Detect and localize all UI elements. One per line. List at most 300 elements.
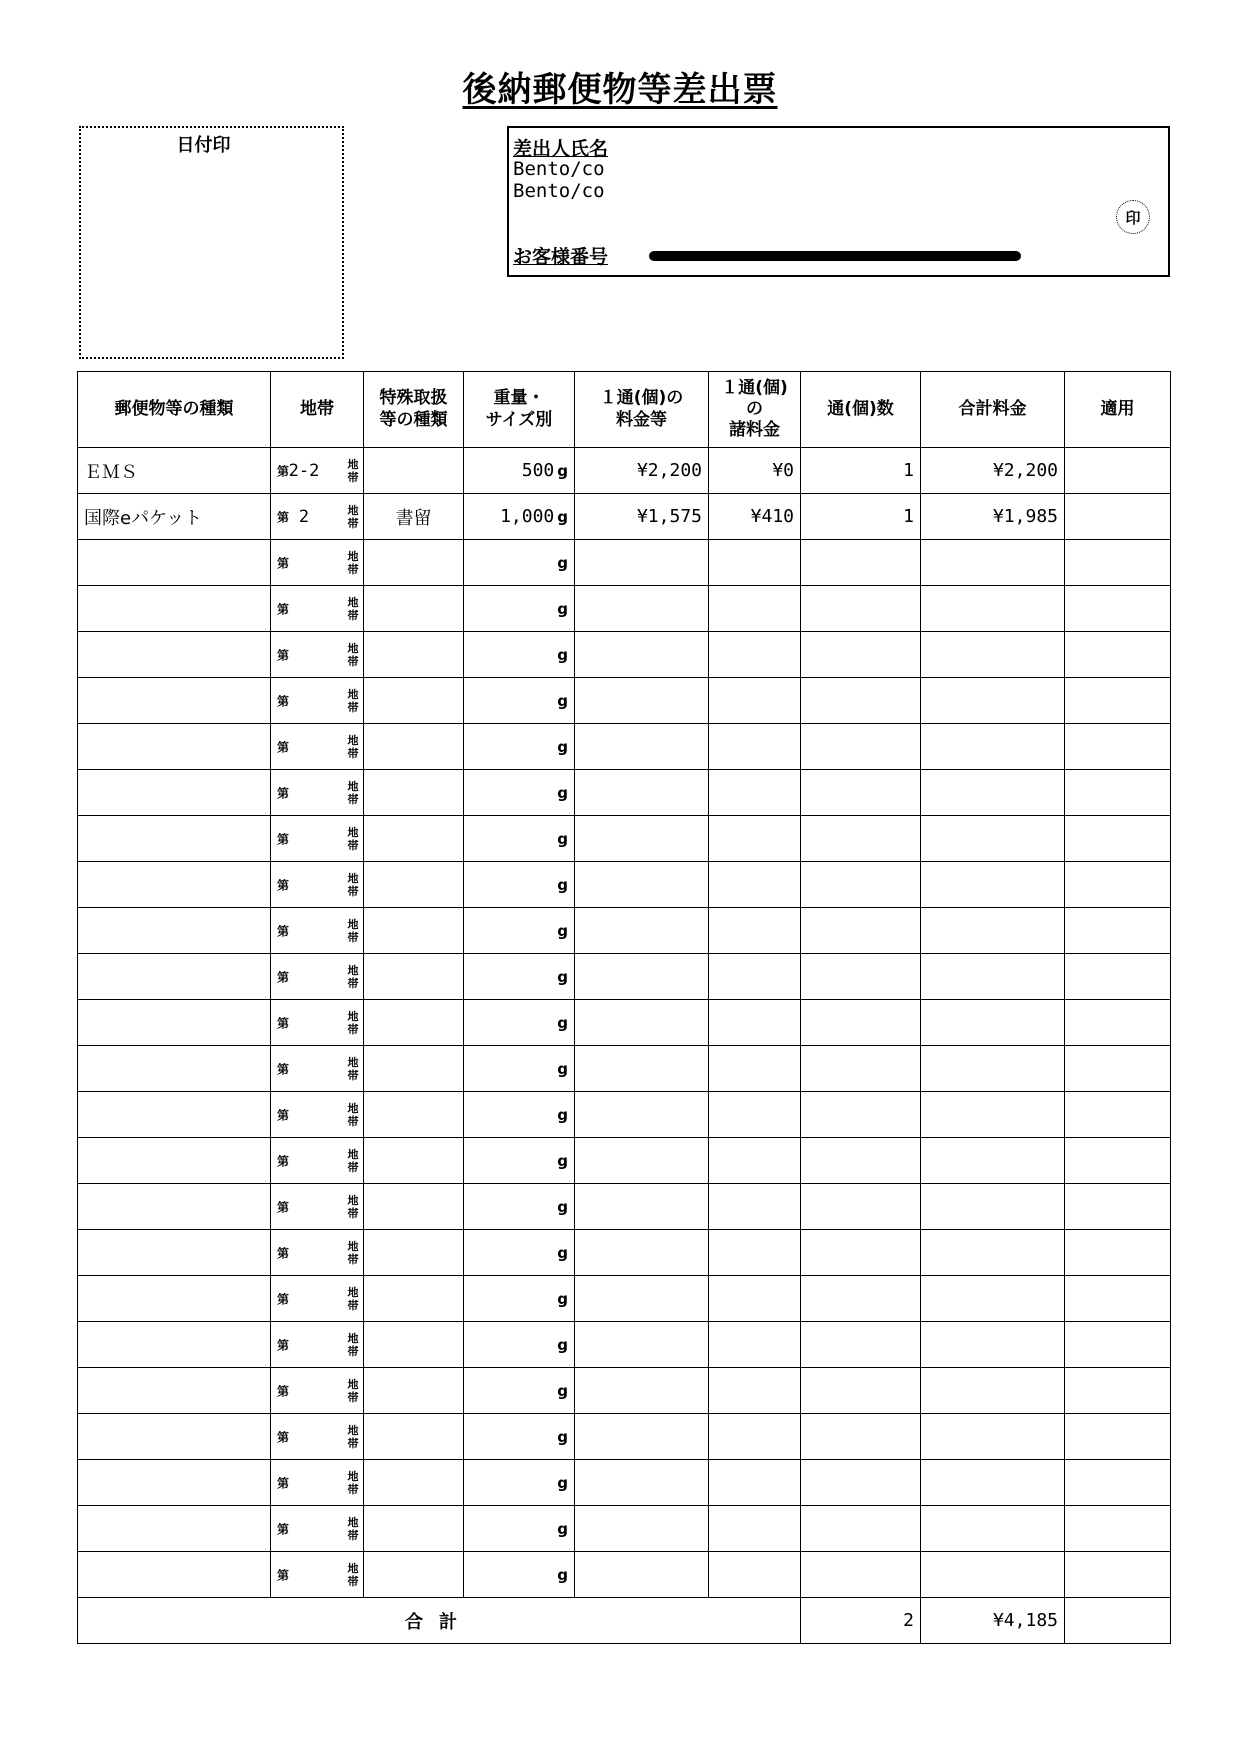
zone-suffix: 地 帯 bbox=[347, 963, 359, 990]
table-row bbox=[78, 1506, 1171, 1552]
zone-prefix: 第 bbox=[277, 556, 290, 570]
zone-prefix: 第 bbox=[277, 1108, 290, 1122]
cell-weight bbox=[464, 816, 575, 862]
zone-prefix: 第 bbox=[277, 694, 290, 708]
cell-count bbox=[801, 954, 921, 1000]
cell-unit-fee bbox=[575, 954, 709, 1000]
sender-name-line1: Bento/co bbox=[513, 158, 605, 180]
cell-misc-fee bbox=[709, 1552, 801, 1598]
zone-suffix: 地 帯 bbox=[347, 1009, 359, 1036]
cell-misc-fee bbox=[709, 1092, 801, 1138]
cell-note bbox=[1065, 1552, 1171, 1598]
cell-weight bbox=[464, 908, 575, 954]
cell-misc-fee bbox=[709, 816, 801, 862]
zone-prefix: 第 bbox=[277, 1476, 290, 1490]
zone-prefix: 第 bbox=[277, 1522, 290, 1536]
cell-note bbox=[1065, 908, 1171, 954]
cell-kind bbox=[78, 908, 271, 954]
cell-count bbox=[801, 1046, 921, 1092]
date-stamp-label: 日付印 bbox=[176, 135, 231, 156]
customer-number-label: お客様番号 bbox=[513, 246, 609, 268]
cell-weight bbox=[464, 494, 575, 540]
cell-misc-fee bbox=[709, 1138, 801, 1184]
cell-count bbox=[801, 678, 921, 724]
zone-suffix: 地 帯 bbox=[347, 1193, 359, 1220]
cell-note bbox=[1065, 494, 1171, 540]
total-amount: ¥4,185 bbox=[921, 1598, 1065, 1644]
weight-unit: g bbox=[557, 1382, 568, 1400]
cell-count: 1 bbox=[801, 448, 921, 494]
zone-prefix: 第 bbox=[277, 1016, 290, 1030]
cell-kind bbox=[78, 1506, 271, 1552]
cell-unit-fee bbox=[575, 540, 709, 586]
header-note: 適用 bbox=[1065, 372, 1171, 448]
table-row bbox=[78, 770, 1171, 816]
zone-prefix: 第 bbox=[277, 970, 290, 984]
cell-unit-fee bbox=[575, 1092, 709, 1138]
cell-unit-fee: ¥2,200 bbox=[575, 448, 709, 494]
table-row bbox=[78, 1230, 1171, 1276]
cell-count bbox=[801, 1184, 921, 1230]
table-row bbox=[78, 1322, 1171, 1368]
document-title: 後納郵便物等差出票 bbox=[462, 70, 778, 110]
cell-count bbox=[801, 816, 921, 862]
cell-count: 1 bbox=[801, 494, 921, 540]
cell-count bbox=[801, 1092, 921, 1138]
weight-unit: g bbox=[557, 692, 568, 710]
sender-box bbox=[507, 126, 1170, 277]
cell-unit-fee bbox=[575, 1322, 709, 1368]
header-weight: 重量・ サイズ別 bbox=[464, 372, 575, 448]
header-zone: 地帯 bbox=[271, 372, 364, 448]
cell-special bbox=[364, 1414, 464, 1460]
zone-prefix: 第 bbox=[277, 878, 290, 892]
zone-suffix: 地 帯 bbox=[347, 733, 359, 760]
cell-special bbox=[364, 1046, 464, 1092]
cell-weight bbox=[464, 1092, 575, 1138]
cell-kind: ＥＭＳ bbox=[78, 448, 271, 494]
cell-unit-fee bbox=[575, 1230, 709, 1276]
cell-kind bbox=[78, 862, 271, 908]
cell-total bbox=[921, 862, 1065, 908]
zone-prefix: 第 bbox=[277, 924, 290, 938]
weight-unit: g bbox=[557, 1244, 568, 1262]
cell-total bbox=[921, 1552, 1065, 1598]
cell-special bbox=[364, 1460, 464, 1506]
cell-special bbox=[364, 1322, 464, 1368]
cell-special bbox=[364, 586, 464, 632]
cell-weight bbox=[464, 1046, 575, 1092]
cell-special bbox=[364, 816, 464, 862]
cell-unit-fee bbox=[575, 678, 709, 724]
zone-prefix: 第 bbox=[277, 1246, 290, 1260]
cell-weight bbox=[464, 954, 575, 1000]
cell-kind bbox=[78, 540, 271, 586]
cell-zone bbox=[271, 862, 364, 908]
table-row bbox=[78, 1552, 1171, 1598]
cell-weight bbox=[464, 1460, 575, 1506]
cell-weight bbox=[464, 1000, 575, 1046]
cell-zone bbox=[271, 448, 364, 494]
cell-kind bbox=[78, 1000, 271, 1046]
table-row bbox=[78, 540, 1171, 586]
cell-zone bbox=[271, 1092, 364, 1138]
cell-zone bbox=[271, 540, 364, 586]
cell-total bbox=[921, 1276, 1065, 1322]
cell-kind bbox=[78, 678, 271, 724]
zone-suffix: 地 帯 bbox=[347, 1515, 359, 1542]
zone-suffix: 地 帯 bbox=[347, 1561, 359, 1588]
table-row bbox=[78, 1046, 1171, 1092]
cell-unit-fee bbox=[575, 1552, 709, 1598]
cell-note bbox=[1065, 1092, 1171, 1138]
cell-kind bbox=[78, 1276, 271, 1322]
cell-weight bbox=[464, 1552, 575, 1598]
cell-note bbox=[1065, 1046, 1171, 1092]
table-row bbox=[78, 1092, 1171, 1138]
cell-zone bbox=[271, 632, 364, 678]
cell-total bbox=[921, 1000, 1065, 1046]
weight-unit: g bbox=[557, 600, 568, 618]
zone-prefix: 第 bbox=[277, 602, 290, 616]
zone-prefix: 第 bbox=[277, 1384, 290, 1398]
cell-unit-fee bbox=[575, 1368, 709, 1414]
cell-zone bbox=[271, 1552, 364, 1598]
cell-count bbox=[801, 586, 921, 632]
cell-weight bbox=[464, 1322, 575, 1368]
cell-total bbox=[921, 1092, 1065, 1138]
zone-suffix: 地 帯 bbox=[347, 779, 359, 806]
cell-special bbox=[364, 1000, 464, 1046]
table-row bbox=[78, 586, 1171, 632]
table-row bbox=[78, 1184, 1171, 1230]
header-total: 合計料金 bbox=[921, 372, 1065, 448]
table-row bbox=[78, 1414, 1171, 1460]
table-row bbox=[78, 678, 1171, 724]
cell-unit-fee bbox=[575, 632, 709, 678]
cell-zone bbox=[271, 954, 364, 1000]
cell-weight bbox=[464, 448, 575, 494]
table-row bbox=[78, 816, 1171, 862]
cell-kind bbox=[78, 770, 271, 816]
total-count: 2 bbox=[801, 1598, 921, 1644]
cell-kind bbox=[78, 1322, 271, 1368]
cell-unit-fee bbox=[575, 1506, 709, 1552]
table-row bbox=[78, 494, 1171, 540]
cell-note bbox=[1065, 540, 1171, 586]
cell-misc-fee: ¥410 bbox=[709, 494, 801, 540]
cell-count bbox=[801, 1138, 921, 1184]
cell-note bbox=[1065, 862, 1171, 908]
weight-unit: g bbox=[557, 554, 568, 572]
cell-total bbox=[921, 954, 1065, 1000]
cell-misc-fee bbox=[709, 724, 801, 770]
zone-suffix: 地 帯 bbox=[347, 1147, 359, 1174]
zone-suffix: 地 帯 bbox=[347, 917, 359, 944]
cell-kind bbox=[78, 1230, 271, 1276]
sender-heading: 差出人氏名 bbox=[513, 138, 609, 160]
zone-prefix: 第 bbox=[277, 1200, 290, 1214]
weight-unit: g bbox=[557, 738, 568, 756]
cell-total bbox=[921, 1506, 1065, 1552]
cell-misc-fee bbox=[709, 1506, 801, 1552]
cell-misc-fee bbox=[709, 1276, 801, 1322]
date-stamp-box bbox=[79, 126, 344, 359]
weight-unit: g bbox=[557, 1520, 568, 1538]
cell-count bbox=[801, 1414, 921, 1460]
cell-special bbox=[364, 632, 464, 678]
table-row bbox=[78, 954, 1171, 1000]
cell-total bbox=[921, 632, 1065, 678]
zone-suffix: 地 帯 bbox=[347, 1101, 359, 1128]
weight-value: 1,000 bbox=[500, 506, 555, 527]
cell-kind bbox=[78, 1414, 271, 1460]
cell-zone bbox=[271, 1184, 364, 1230]
cell-total bbox=[921, 908, 1065, 954]
cell-note bbox=[1065, 954, 1171, 1000]
cell-kind bbox=[78, 816, 271, 862]
cell-unit-fee bbox=[575, 1138, 709, 1184]
weight-unit: g bbox=[557, 1566, 568, 1584]
cell-zone bbox=[271, 1138, 364, 1184]
cell-weight bbox=[464, 1230, 575, 1276]
cell-special bbox=[364, 908, 464, 954]
cell-note bbox=[1065, 1368, 1171, 1414]
cell-misc-fee bbox=[709, 540, 801, 586]
cell-total bbox=[921, 770, 1065, 816]
cell-note bbox=[1065, 1322, 1171, 1368]
cell-weight bbox=[464, 1506, 575, 1552]
cell-kind bbox=[78, 1092, 271, 1138]
zone-prefix: 第 bbox=[277, 1154, 290, 1168]
total-row bbox=[78, 1598, 1171, 1644]
cell-zone bbox=[271, 1230, 364, 1276]
cell-special bbox=[364, 770, 464, 816]
cell-misc-fee bbox=[709, 678, 801, 724]
cell-weight bbox=[464, 770, 575, 816]
cell-special bbox=[364, 1230, 464, 1276]
weight-unit: g bbox=[557, 1152, 568, 1170]
cell-kind bbox=[78, 724, 271, 770]
cell-kind bbox=[78, 954, 271, 1000]
cell-weight bbox=[464, 862, 575, 908]
cell-count bbox=[801, 632, 921, 678]
header-special: 特殊取扱 等の種類 bbox=[364, 372, 464, 448]
weight-value: 500 bbox=[521, 460, 555, 481]
weight-unit: g bbox=[557, 1336, 568, 1354]
zone-suffix: 地 帯 bbox=[347, 1055, 359, 1082]
cell-count bbox=[801, 1552, 921, 1598]
cell-count bbox=[801, 724, 921, 770]
weight-unit: g bbox=[557, 1106, 568, 1124]
cell-unit-fee bbox=[575, 770, 709, 816]
cell-zone bbox=[271, 678, 364, 724]
table-row bbox=[78, 1138, 1171, 1184]
cell-unit-fee bbox=[575, 1460, 709, 1506]
cell-kind bbox=[78, 632, 271, 678]
zone-prefix: 第 bbox=[277, 1338, 290, 1352]
cell-weight bbox=[464, 1368, 575, 1414]
cell-note bbox=[1065, 586, 1171, 632]
cell-total bbox=[921, 1138, 1065, 1184]
cell-misc-fee bbox=[709, 954, 801, 1000]
zone-suffix: 地 帯 bbox=[347, 687, 359, 714]
cell-count bbox=[801, 1276, 921, 1322]
cell-kind bbox=[78, 586, 271, 632]
cell-count bbox=[801, 1230, 921, 1276]
table-row bbox=[78, 1460, 1171, 1506]
zone-suffix: 地 帯 bbox=[347, 1377, 359, 1404]
table-row bbox=[78, 862, 1171, 908]
cell-zone bbox=[271, 1414, 364, 1460]
cell-misc-fee: ¥0 bbox=[709, 448, 801, 494]
cell-special bbox=[364, 448, 464, 494]
table-row bbox=[78, 908, 1171, 954]
cell-unit-fee bbox=[575, 1046, 709, 1092]
cell-zone bbox=[271, 1046, 364, 1092]
zone-value: 2 bbox=[298, 506, 310, 527]
cell-total bbox=[921, 1322, 1065, 1368]
cell-zone bbox=[271, 1368, 364, 1414]
cell-misc-fee bbox=[709, 1046, 801, 1092]
cell-zone bbox=[271, 816, 364, 862]
cell-unit-fee bbox=[575, 1414, 709, 1460]
cell-unit-fee bbox=[575, 586, 709, 632]
cell-weight bbox=[464, 1138, 575, 1184]
zone-prefix: 第 bbox=[277, 740, 290, 754]
cell-misc-fee bbox=[709, 770, 801, 816]
cell-misc-fee bbox=[709, 1322, 801, 1368]
cell-kind bbox=[78, 1138, 271, 1184]
total-label: 合計 bbox=[78, 1598, 801, 1644]
cell-zone bbox=[271, 1506, 364, 1552]
cell-count bbox=[801, 770, 921, 816]
zone-suffix: 地 帯 bbox=[347, 1239, 359, 1266]
cell-zone bbox=[271, 1460, 364, 1506]
cell-note bbox=[1065, 770, 1171, 816]
cell-count bbox=[801, 908, 921, 954]
cell-total bbox=[921, 1460, 1065, 1506]
weight-unit: g bbox=[557, 646, 568, 664]
cell-note bbox=[1065, 1506, 1171, 1552]
cell-unit-fee bbox=[575, 1000, 709, 1046]
table-row bbox=[78, 1000, 1171, 1046]
cell-special: 書留 bbox=[364, 494, 464, 540]
cell-unit-fee bbox=[575, 1184, 709, 1230]
cell-count bbox=[801, 1322, 921, 1368]
weight-unit: g bbox=[557, 876, 568, 894]
zone-suffix: 地 帯 bbox=[347, 1285, 359, 1312]
zone-prefix: 第 bbox=[277, 1568, 290, 1582]
cell-weight bbox=[464, 1184, 575, 1230]
cell-note bbox=[1065, 724, 1171, 770]
cell-unit-fee: ¥1,575 bbox=[575, 494, 709, 540]
cell-total bbox=[921, 1414, 1065, 1460]
mail-items-table bbox=[77, 371, 1171, 1644]
cell-kind bbox=[78, 1368, 271, 1414]
weight-unit: g bbox=[557, 1474, 568, 1492]
zone-suffix: 地 帯 bbox=[347, 1469, 359, 1496]
cell-note bbox=[1065, 678, 1171, 724]
cell-weight bbox=[464, 540, 575, 586]
cell-total bbox=[921, 678, 1065, 724]
cell-kind bbox=[78, 1460, 271, 1506]
cell-total bbox=[921, 1046, 1065, 1092]
cell-misc-fee bbox=[709, 1230, 801, 1276]
cell-zone bbox=[271, 494, 364, 540]
cell-kind bbox=[78, 1184, 271, 1230]
cell-misc-fee bbox=[709, 908, 801, 954]
cell-unit-fee bbox=[575, 724, 709, 770]
cell-count bbox=[801, 1460, 921, 1506]
zone-prefix: 第 bbox=[277, 1062, 290, 1076]
zone-prefix: 第 bbox=[277, 1430, 290, 1444]
cell-note bbox=[1065, 1184, 1171, 1230]
weight-unit: g bbox=[557, 830, 568, 848]
cell-note bbox=[1065, 816, 1171, 862]
cell-special bbox=[364, 1138, 464, 1184]
cell-weight bbox=[464, 724, 575, 770]
cell-total bbox=[921, 1184, 1065, 1230]
zone-prefix: 第 bbox=[277, 832, 290, 846]
cell-unit-fee bbox=[575, 862, 709, 908]
table-row bbox=[78, 724, 1171, 770]
cell-special bbox=[364, 724, 464, 770]
zone-suffix: 地 帯 bbox=[347, 595, 359, 622]
cell-note bbox=[1065, 1460, 1171, 1506]
zone-suffix: 地 帯 bbox=[347, 1331, 359, 1358]
header-misc-fee: １通(個) の 諸料金 bbox=[709, 372, 801, 448]
cell-special bbox=[364, 1092, 464, 1138]
zone-prefix: 第 bbox=[277, 648, 290, 662]
zone-suffix: 地 帯 bbox=[347, 503, 359, 530]
seal-mark: 印 bbox=[1116, 200, 1150, 234]
cell-unit-fee bbox=[575, 1276, 709, 1322]
table-header-row bbox=[78, 372, 1171, 448]
cell-misc-fee bbox=[709, 586, 801, 632]
cell-total bbox=[921, 1368, 1065, 1414]
cell-zone bbox=[271, 724, 364, 770]
cell-special bbox=[364, 1276, 464, 1322]
cell-count bbox=[801, 1000, 921, 1046]
header-count: 通(個)数 bbox=[801, 372, 921, 448]
table-row bbox=[78, 632, 1171, 678]
zone-suffix: 地 帯 bbox=[347, 549, 359, 576]
cell-weight bbox=[464, 1276, 575, 1322]
weight-unit: g bbox=[557, 462, 568, 480]
weight-unit: g bbox=[557, 1014, 568, 1032]
cell-special bbox=[364, 1506, 464, 1552]
cell-count bbox=[801, 1506, 921, 1552]
weight-unit: g bbox=[557, 1428, 568, 1446]
cell-count bbox=[801, 540, 921, 586]
weight-unit: g bbox=[557, 1290, 568, 1308]
cell-kind bbox=[78, 1552, 271, 1598]
zone-value: 2-2 bbox=[288, 460, 320, 481]
cell-misc-fee bbox=[709, 1460, 801, 1506]
zone-prefix: 第 bbox=[277, 1292, 290, 1306]
weight-unit: g bbox=[557, 508, 568, 526]
cell-unit-fee bbox=[575, 908, 709, 954]
zone-prefix: 第 bbox=[277, 464, 290, 478]
cell-misc-fee bbox=[709, 1000, 801, 1046]
table-row bbox=[78, 1276, 1171, 1322]
weight-unit: g bbox=[557, 968, 568, 986]
cell-misc-fee bbox=[709, 862, 801, 908]
weight-unit: g bbox=[557, 1198, 568, 1216]
cell-special bbox=[364, 954, 464, 1000]
cell-misc-fee bbox=[709, 1414, 801, 1460]
